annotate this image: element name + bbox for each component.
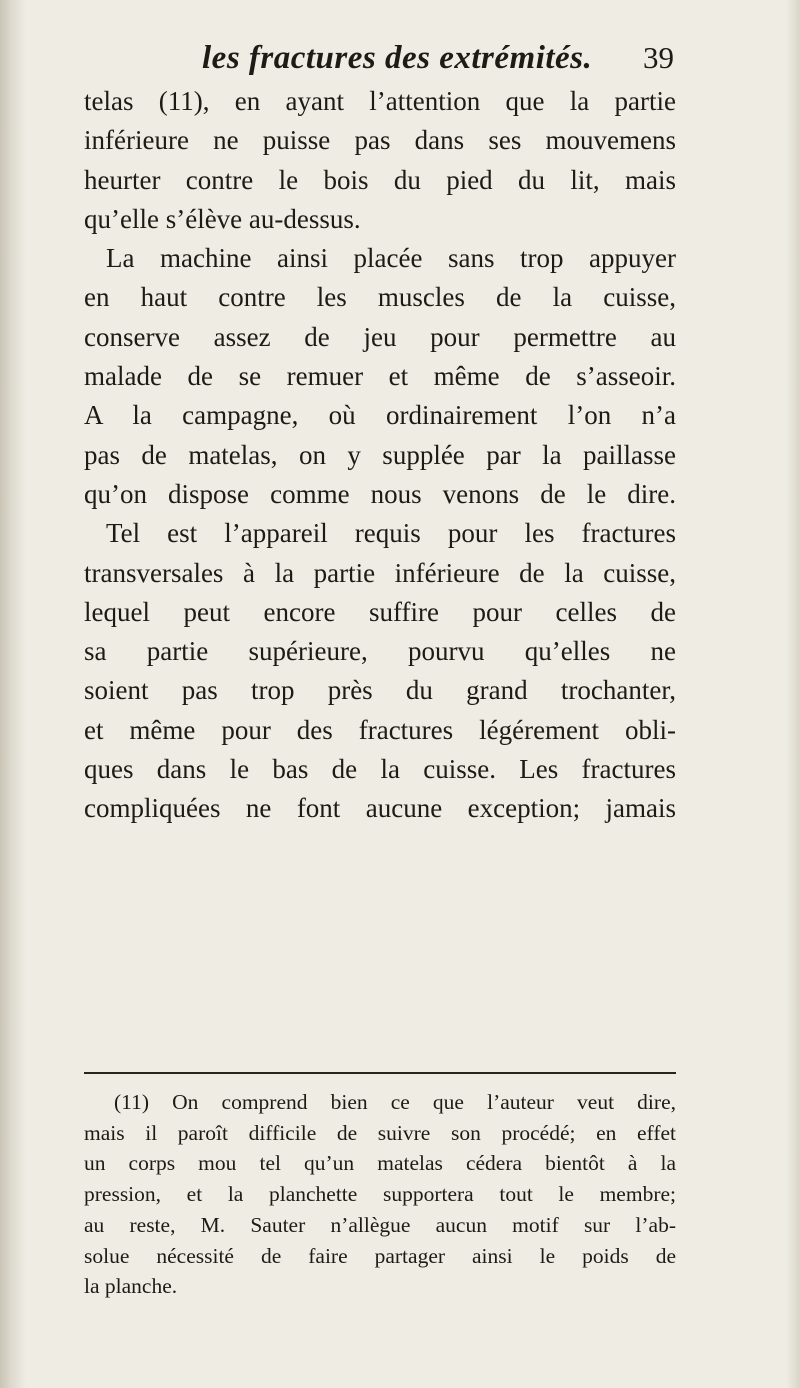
text-line: pas de matelas, on y supplée par la paillasse — [84, 439, 676, 470]
footnote — [84, 1087, 676, 1302]
text-line: compliquées ne font aucune exception; jamais — [84, 793, 676, 824]
footnote-line: un corps mou tel qu’un matelas cédera bientôt à la — [84, 1151, 676, 1176]
footnote-line: pression, et la planchette supportera tout le membre; — [84, 1182, 676, 1207]
footnote-line: (11) On comprend bien ce que l’auteur veut dire, — [114, 1090, 676, 1114]
footnote-line: solue nécessité de faire partager ainsi le poids de — [84, 1243, 676, 1268]
text-line: lequel peut encore suffire pour celles de — [84, 596, 676, 627]
text-line: transversales à la partie inférieure de la cuisse, — [84, 557, 676, 588]
text-line: qu’on dispose comme nous venons de le dire. — [84, 478, 676, 509]
text-line: conserve assez de jeu pour permettre au — [84, 321, 676, 352]
footnote-line: mais il paroît difficile de suivre son procédé; en effet — [84, 1120, 676, 1145]
text-line: malade de se remuer et même de s’asseoir. — [84, 361, 676, 392]
text-line: en haut contre les muscles de la cuisse, — [84, 282, 676, 313]
text-line: A la campagne, où ordinairement l’on n’a — [84, 400, 676, 431]
page-header — [84, 40, 674, 88]
text-line: ques dans le bas de la cuisse. Les fractures — [84, 754, 676, 785]
footnote-rule — [84, 1072, 676, 1074]
footnote-line: la planche. — [84, 1274, 178, 1299]
text-line: sa partie supérieure, pourvu qu’elles ne — [84, 636, 676, 667]
running-title: les fractures des extrémités. — [202, 40, 593, 76]
text-line: La machine ainsi placée sans trop appuyer — [106, 243, 676, 274]
text-line: soient pas trop près du grand trochanter, — [84, 675, 676, 706]
text-line: qu’elle s’élève au-dessus. — [84, 203, 361, 234]
text-line: heurter contre le bois du pied du lit, mais — [84, 164, 676, 195]
page-number: 39 — [643, 40, 674, 75]
body-text — [84, 82, 676, 829]
text-line: telas (11), en ayant l’attention que la partie — [84, 86, 676, 116]
text-line: et même pour des fractures légérement obli- — [84, 714, 676, 745]
page-edge-shadow — [786, 0, 800, 1388]
footnote-line: au reste, M. Sauter n’allègue aucun motif sur l’ab- — [84, 1212, 676, 1237]
text-line: Tel est l’appareil requis pour les fractures — [106, 518, 676, 549]
text-line: inférieure ne puisse pas dans ses mouvemens — [84, 125, 676, 156]
page-gutter-shadow — [0, 0, 26, 1388]
